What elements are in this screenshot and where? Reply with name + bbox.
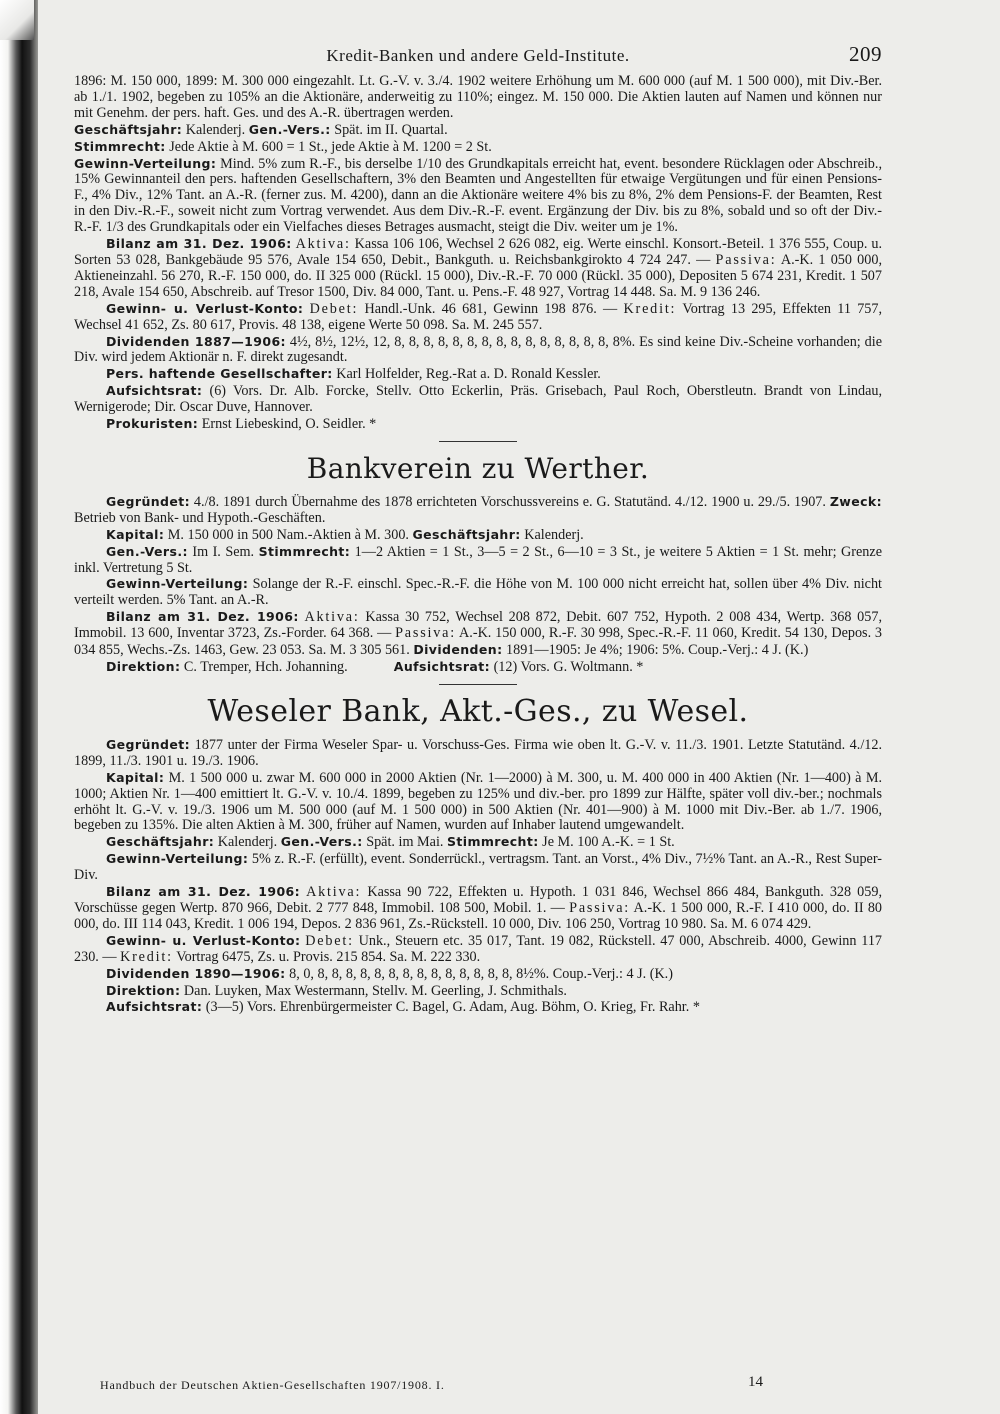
entry-weseler	[74, 737, 882, 1016]
dividends-paragraph: Dividenden 1887—1906: 4½, 8½, 12½, 12, 8, 8, 8, 8, 8, 8, 8, 8, 8, 8, 8, 8, 8, 8, 8, 8%. Es sind keine Div.-Scheine vorhanden; die Div. wird jedem Aktionär n. F. direkt zugesandt.	[74, 333, 883, 366]
supervisory-board-paragraph: Aufsichtsrat: (6) Vors. Dr. Alb. Forcke, Stellv. Otto Eckerlin, Präs. Grisebach, Paul Roch, Oberstleutn. Brandt von Lindau, Wernigerode; Dir. Oscar Duve, Hannover.	[74, 383, 883, 416]
balance-paragraph: Bilanz am 31. Dez. 1906: Aktiva: Kassa 90 722, Effekten u. Hypoth. 1 031 846, Wechsel 866 484, Bankguth. 328 059, Vorschüsse gegen Wertp. 870 966, Debit. 2 777 848, Immobil. 108 500, Mobil. 1. — Passiva: A.-K. 1 500 000, R.-F. I 410 000, do. II 80 000, do. III 114 043, Kredit. 1 006 194, Depos. 2 836 961, Zs.-Rückstell. 10 000, Div. 106 250, Vortrag 10 980. Sa. M. 6 074 429.	[74, 884, 883, 932]
page-corner	[0, 0, 34, 40]
page-footer	[100, 1374, 780, 1400]
profit-loss-paragraph: Gewinn- u. Verlust-Konto: Debet: Unk., Steuern etc. 35 017, Tant. 19 082, Rückstell. 47 000, Abschreib. 4000, Gewinn 117 230. — Kredit: Vortrag 6475, Zs. u. Provis. 215 854. Sa. M. 222 330.	[74, 932, 883, 965]
profit-distribution-paragraph: Gewinn-Verteilung: Solange der R.-F. einschl. Spec.-R.-F. die Höhe von M. 100 000 nicht erreicht hat, sollen über 4% Div. nicht verteilt werden. 5% Tant. an A.-R.	[74, 576, 882, 609]
management-paragraph: Direktion: Dan. Luyken, Max Westermann, Stellv. M. Geerling, J. Schmithals.	[106, 982, 567, 999]
entry-continued	[74, 74, 882, 433]
profit-loss-paragraph: Gewinn- u. Verlust-Konto: Debet: Handl.-Unk. 46 681, Gewinn 198 876. — Kredit: Vortrag 13 295, Effekten 11 757, Wechsel 41 652, Zs. 80 617, Provis. 48 138, eigene Werte 50 098. Sa. M. 245 557.	[74, 300, 883, 333]
partners-paragraph: Pers. haftende Gesellschafter: Karl Holfelder, Reg.-Rat a. D. Ronald Kessler.	[106, 366, 601, 383]
section-divider	[439, 441, 517, 442]
general-meeting-paragraph: Gen.-Vers.: Im I. Sem. Stimmrecht: 1—2 Aktien = 1 St., 3—5 = 2 St., 6—10 = 3 St., je weitere 5 Aktien = 1 St. mehr; Grenze inkl. Vertretung 5 St.	[74, 543, 882, 576]
book-binding-shadow	[0, 0, 38, 1414]
footer-source: Handbuch der Deutschen Aktien-Gesellschaften 1907/1908. I.	[100, 1378, 445, 1392]
management-paragraph: Direktion: C. Tremper, Hch. Johanning. Aufsichtsrat: (12) Vors. G. Woltmann. *	[106, 659, 644, 675]
entry-bankverein	[74, 494, 882, 676]
founded-paragraph: Gegründet: 4./8. 1891 durch Übernahme des 1878 errichteten Vorschussvereins e. G. Statutänd. 4./12. 1900 u. 29./5. 1907. Zweck: Betrieb von Bank- und Hypoth.-Geschäften.	[74, 493, 883, 526]
capital-paragraph: Kapital: M. 150 000 in 500 Nam.-Aktien à M. 300. Geschäftsjahr: Kalenderj.	[106, 526, 584, 543]
document-page	[74, 40, 882, 1016]
dividends-paragraph: Dividenden 1890—1906: 8, 0, 8, 8, 8, 8, 8, 8, 8, 8, 8, 8, 8, 8, 8, 8, 8½%. Coup.-Verj.: 4 J. (K.)	[106, 965, 673, 982]
balance-paragraph: Bilanz am 31. Dez. 1906: Aktiva: Kassa 106 106, Wechsel 2 626 082, eig. Werte einschl. Konsort.-Beteil. 1 376 555, Coup. u. Sorten 53 028, Bankgebäude 95 576, Avale 154 650, Debit., Bankguth. u. Reichsbankgirokto 4 724 247. — Passiva: A.-K. 1 050 000, Aktieneinzahl. 56 270, R.-F. 150 000, do. II 325 000 (Rückl. 15 000), Div.-R.-F. 70 000 (Rückl. 35 000), Depositen 5 674 231, Kredit. 1 507 218, Avale 154 650, Abschreib. auf Tresor 1500, Div. 84 000, Tant. u. Pens.-F. 48 927, Vortrag 14 448. Sa. M. 9 136 246.	[74, 236, 883, 300]
section-heading-bankverein: Bankverein zu Werther.	[306, 451, 650, 485]
procurators-paragraph: Prokuristen: Ernst Liebeskind, O. Seidler. *	[106, 416, 377, 433]
running-header	[74, 40, 882, 74]
balance-paragraph: Bilanz am 31. Dez. 1906: Aktiva: Kassa 30 752, Wechsel 208 872, Debit. 607 752, Hypoth. 2 008 434, Wertp. 368 057, Immobil. 13 600, Inventar 3723, Zs.-Forder. 64 368. — Passiva: A.-K. 150 000, R.-F. 30 998, Spec.-R.-F. 11 060, Kredit. 54 130, Depos. 3 034 855, Wechs.-Zs. 1463, Gew. 23 053. Sa. M. 3 305 561. Dividenden: 1891—1905: Je 4%; 1906: 5%. Coup.-Verj.: 4 J. (K.)	[74, 609, 883, 659]
section-heading-weseler: Weseler Bank, Akt.-Ges., zu Wesel.	[207, 693, 749, 729]
profit-distribution-paragraph: Gewinn-Verteilung: Mind. 5% zum R.-F., bis derselbe 1/10 des Grundkapitals erreicht hat, event. besondere Rücklagen oder Abschreib., 15% Gewinnanteil den pers. haftenden Gesellschaftern, 3% den Beamten und Angestellten für etwaige Vergütungen und für einen Pensions-F., 4% Div., 12% Tant. an A.-R. (ferner zus. M. 4200), dann an die Aktionäre weitere 4% bis zu 8%, 2% dem Pensions-F. der Beamten, Rest in den Div.-R.-F., soweit nicht zum Vortrag verwendet. Aus dem Div.-R.-F. event. Ergänzung der Div. bis zu 8%, sobald und so oft der Div.-R.-F. 1/3 des Grundkapitals oder ein Vielfaches dieses Betrages ausmacht, steigt die Div. weiter um je 1%.	[74, 155, 882, 236]
founded-paragraph: Gegründet: 1877 unter der Firma Weseler Spar- u. Vorschuss-Ges. Firma wie oben lt. G.-V. v. 11./3. 1901. Letzte Statutänd. 4./12. 1899, 11./3. 1901 u. 19./3. 1906.	[74, 736, 882, 769]
intro-paragraph: 1896: M. 150 000, 1899: M. 300 000 eingezahlt. Lt. G.-V. v. 3./4. 1902 weitere Erhöhung um M. 600 000 (auf M. 1 500 000), mit Div.-Ber. ab 1./1. 1902, begeben zu 105% an die Aktionäre, anderweitig zu 110%; eingez. M. 150 000. Die Aktien lauten auf Namen und können nur mit Genehm. der pers. haft. Ges. und des A.-R. übertragen werden.	[74, 73, 882, 121]
profit-distribution-paragraph: Gewinn-Verteilung: 5% z. R.-F. (erfüllt), event. Sonderrückl., vertragsm. Tant. an Vorst., 4% Div., 7½% Tant. an A.-R., Rest Super-Div.	[74, 851, 882, 884]
footer-signature: 14	[748, 1374, 763, 1390]
voting-rights-paragraph: Stimmrecht: Jede Aktie à M. 600 = 1 St., jede Aktie à M. 1200 = 2 St.	[74, 138, 492, 155]
fiscal-year-paragraph: Geschäftsjahr: Kalenderj. Gen.-Vers.: Spät. im II. Quartal.	[74, 121, 448, 138]
capital-paragraph: Kapital: M. 1 500 000 u. zwar M. 600 000 in 2000 Aktien (Nr. 1—2000) à M. 300, u. M. 400 000 in 400 Aktien (Nr. 1—400) à M. 1000; Aktien Nr. 1—400 emittiert lt. G.-V. v. 10./4. 1899, begeben zu 125% und div.-ber. pro 1899 zur Hälfte, später voll div.-ber.; nochmals erhöht lt. G.-V. v. 19./3. 1906 um M. 500 000 (auf M. 1 500 000) in 500 Aktien (Nr. 401—900) à M. 1000 mit Div.-Ber. ab 1./7. 1906, begeben zu 135%. Die alten Aktien à M. 300, früher auf Namen, wurden auf Inhaber lautend umgewandelt.	[74, 769, 882, 834]
running-title: Kredit-Banken und andere Geld-Institute.	[326, 46, 630, 65]
section-divider	[439, 684, 517, 685]
supervisory-board-paragraph: Aufsichtsrat: (3—5) Vors. Ehrenbürgermeister C. Bagel, G. Adam, Aug. Böhm, O. Krieg, Fr. Rahr. *	[106, 999, 700, 1016]
fiscal-year-paragraph: Geschäftsjahr: Kalenderj. Gen.-Vers.: Spät. im Mai. Stimmrecht: Je M. 100 A.-K. = 1 St.	[106, 834, 675, 851]
page-number: 209	[849, 42, 882, 66]
